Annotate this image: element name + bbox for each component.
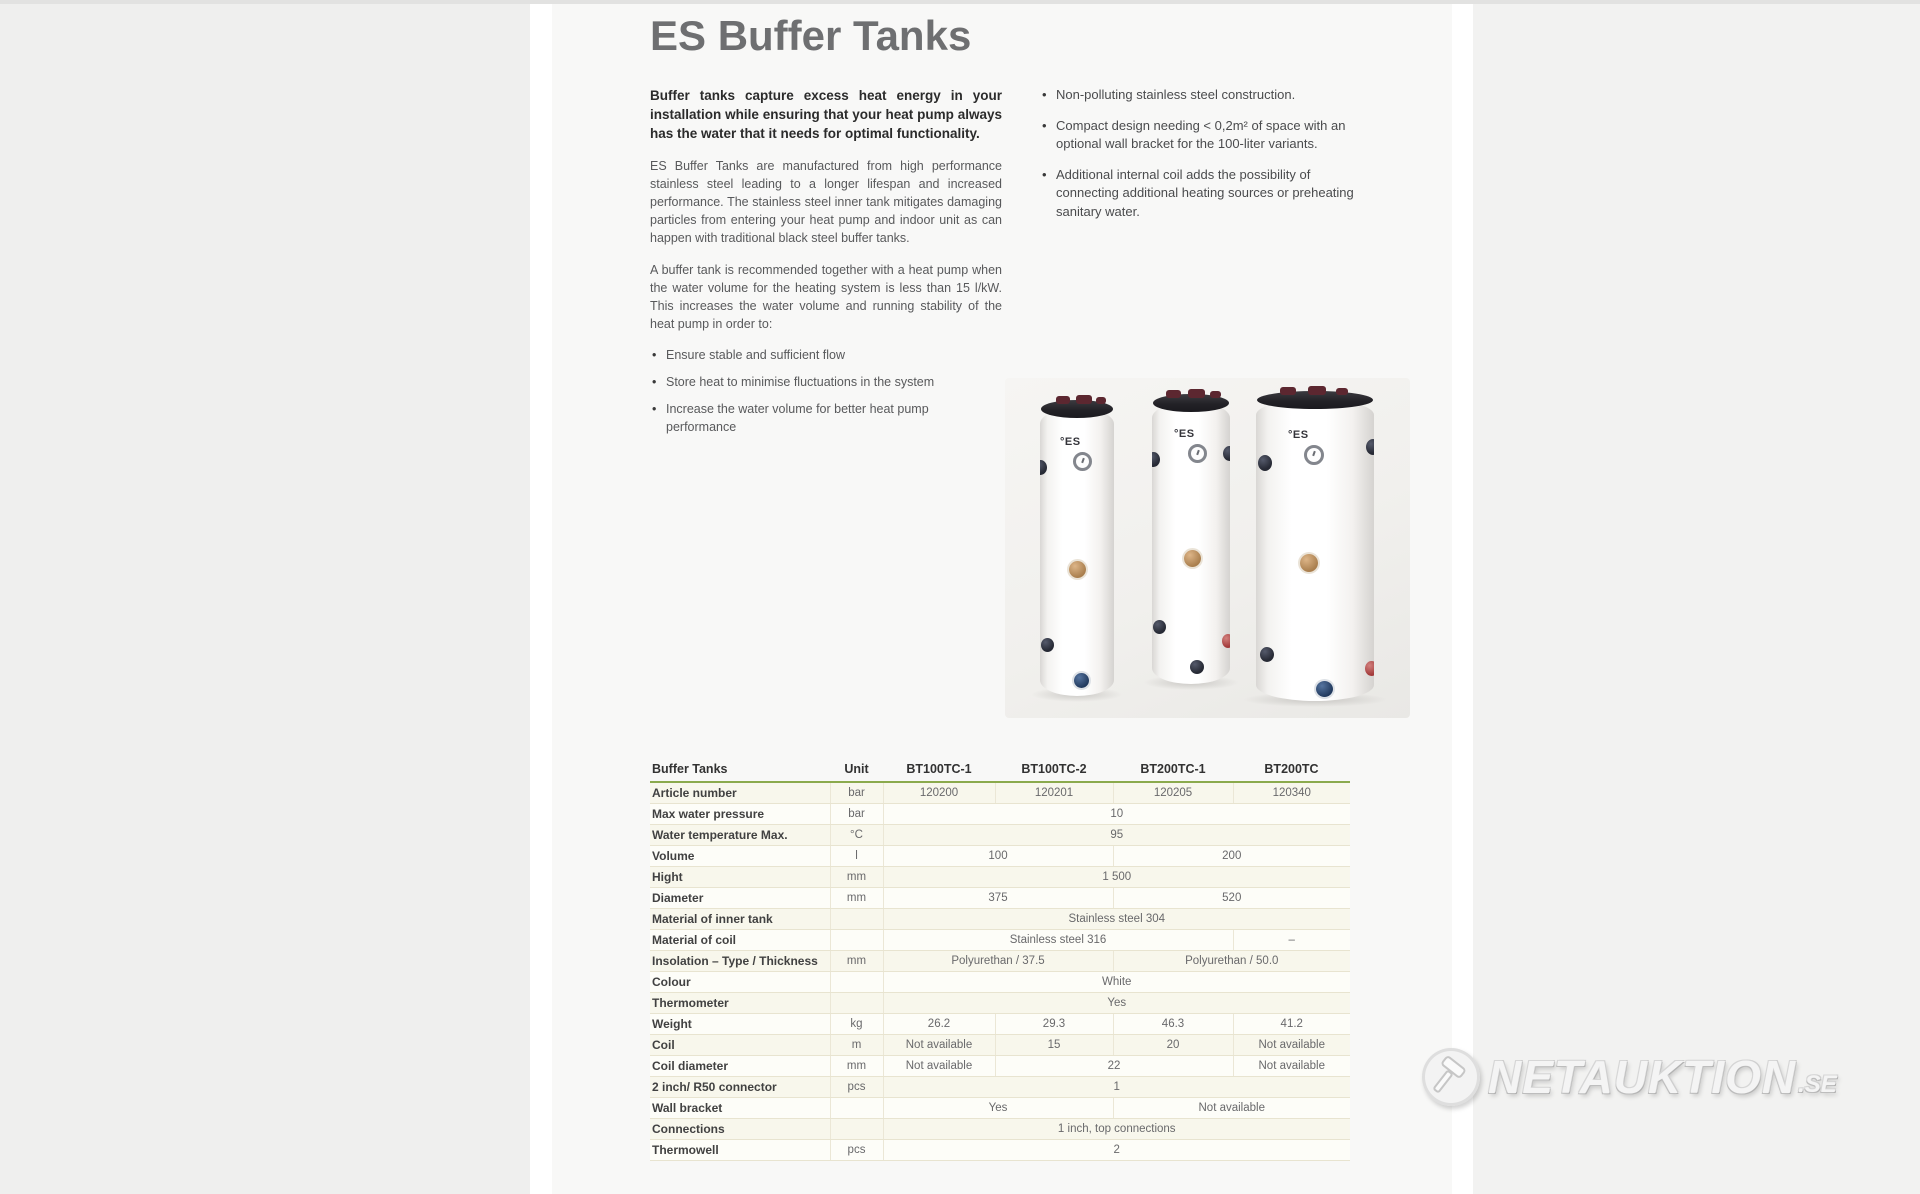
table-row [650, 866, 1350, 887]
table-header-row [650, 757, 1350, 782]
thermometer-icon [1304, 445, 1324, 465]
tank-port [1222, 634, 1230, 648]
row-value: 41.2 [1233, 1013, 1350, 1034]
row-unit: pcs [830, 1139, 883, 1160]
row-value: Stainless steel 316 [883, 929, 1233, 950]
tank-port [1190, 660, 1204, 674]
row-label: Thermometer [650, 992, 830, 1013]
bullet-item: • Additional internal coil adds the possibility of connecting additional heating sources or preheating sanitary water. [1040, 166, 1355, 222]
intro-paragraph: Buffer tanks capture excess heat energy in your installation while ensuring that your heat pump always has the water that it needs for optimal functionality. [650, 88, 1002, 141]
row-unit [830, 971, 883, 992]
row-label: Max water pressure [650, 803, 830, 824]
left-text-column [650, 86, 1002, 445]
table-row [650, 1034, 1350, 1055]
right-margin [1473, 0, 1920, 1194]
row-value: Not available [1113, 1097, 1350, 1118]
tank-body [1152, 402, 1230, 684]
bullet-item: • Non-polluting stainless steel construction. [1040, 86, 1355, 105]
row-value: 95 [883, 824, 1350, 845]
tank-port [1223, 446, 1230, 461]
row-unit: m [830, 1034, 883, 1055]
row-label: Article number [650, 782, 830, 803]
page-edge-right [1452, 0, 1473, 1194]
row-value: 10 [883, 803, 1350, 824]
row-value: 2 [883, 1139, 1350, 1160]
row-unit: °C [830, 824, 883, 845]
buffer-tank-illustration-small-1 [1040, 400, 1114, 696]
row-value: Yes [883, 1097, 1113, 1118]
body-paragraph-2: A buffer tank is recommended together with a heat pump when the water volume for the heating system is less than 15 l/kW. This increases the water volume and running stability of the heat pump in order to: [650, 263, 1002, 331]
row-value: 375 [883, 887, 1113, 908]
tank-body [1040, 408, 1114, 696]
tank-fitting [1280, 387, 1296, 395]
row-label: Water temperature Max. [650, 824, 830, 845]
row-label: Coil diameter [650, 1055, 830, 1076]
watermark-suffix-text: .SE [1798, 1071, 1837, 1098]
table-row [650, 992, 1350, 1013]
tank-port [1040, 460, 1047, 475]
row-value: Not available [1233, 1034, 1350, 1055]
page-title: ES Buffer Tanks [650, 12, 972, 59]
tank-port [1316, 681, 1333, 697]
table-row [650, 782, 1350, 803]
row-unit [830, 992, 883, 1013]
tank-fitting [1096, 397, 1106, 404]
tank-fitting [1188, 389, 1205, 398]
row-label: Hight [650, 866, 830, 887]
bullet-item: • Increase the water volume for better heat pump performance [650, 400, 1002, 436]
buffer-tank-illustration-large [1256, 391, 1374, 701]
row-unit: mm [830, 1055, 883, 1076]
right-text-column [1040, 86, 1355, 233]
table-header-cell: BT100TC-2 [995, 757, 1113, 782]
row-value: 120340 [1233, 782, 1350, 803]
row-unit: l [830, 845, 883, 866]
tank-port [1069, 561, 1086, 578]
table-row [650, 845, 1350, 866]
row-value: Polyurethan / 50.0 [1113, 950, 1350, 971]
table-row [650, 1013, 1350, 1034]
tank-fitting [1166, 390, 1181, 398]
row-unit: bar [830, 803, 883, 824]
row-label: 2 inch/ R50 connector [650, 1076, 830, 1097]
row-label: Diameter [650, 887, 830, 908]
row-unit [830, 929, 883, 950]
tank-fitting [1210, 391, 1221, 398]
row-unit [830, 1118, 883, 1139]
row-label: Insolation – Type / Thickness [650, 950, 830, 971]
tank-port [1074, 673, 1089, 688]
tank-fitting [1056, 396, 1070, 404]
top-divider [0, 0, 1920, 4]
row-unit [830, 908, 883, 929]
tank-port [1152, 452, 1160, 467]
table-row [650, 803, 1350, 824]
left-margin [0, 0, 530, 1194]
row-value: 1 [883, 1076, 1350, 1097]
brand-logo: °ES [1174, 428, 1195, 440]
watermark-brand-text: NETAUKTION [1488, 1051, 1797, 1103]
page-edge-left [530, 0, 552, 1194]
row-value: 46.3 [1113, 1013, 1233, 1034]
row-value: 520 [1113, 887, 1350, 908]
table-row [650, 887, 1350, 908]
tank-port [1300, 554, 1318, 572]
tank-port [1365, 661, 1374, 676]
table-row [650, 1097, 1350, 1118]
row-value: 120200 [883, 782, 995, 803]
row-value: 1 inch, top connections [883, 1118, 1350, 1139]
row-value: – [1233, 929, 1350, 950]
row-value: Polyurethan / 37.5 [883, 950, 1113, 971]
row-unit: pcs [830, 1076, 883, 1097]
table-row [650, 1055, 1350, 1076]
benefits-bullet-list [650, 346, 1002, 436]
row-value: Yes [883, 992, 1350, 1013]
table-header-cell: BT200TC [1233, 757, 1350, 782]
row-label: Connections [650, 1118, 830, 1139]
row-unit: mm [830, 866, 883, 887]
table-header-cell: Unit [830, 757, 883, 782]
row-value: 1 500 [883, 866, 1350, 887]
row-unit: bar [830, 782, 883, 803]
row-label: Coil [650, 1034, 830, 1055]
bullet-item: • Ensure stable and sufficient flow [650, 346, 1002, 364]
row-value: 26.2 [883, 1013, 995, 1034]
brand-logo: °ES [1060, 436, 1081, 448]
table-row [650, 1076, 1350, 1097]
row-value: 22 [995, 1055, 1233, 1076]
row-unit [830, 1097, 883, 1118]
row-value: White [883, 971, 1350, 992]
tank-port [1184, 550, 1201, 567]
buffer-tank-illustration-small-2 [1152, 394, 1230, 684]
row-label: Colour [650, 971, 830, 992]
gavel-icon [1422, 1048, 1480, 1106]
body-paragraph-1: ES Buffer Tanks are manufactured from high performance stainless steel leading to a longer lifespan and increased performance. The stainless steel inner tank mitigates damaging particles from entering your heat pump and indoor unit as can happen with traditional black steel buffer tanks. [650, 159, 1002, 245]
tank-fitting [1336, 388, 1348, 395]
row-value: 120201 [995, 782, 1113, 803]
row-unit: mm [830, 887, 883, 908]
table-row [650, 1139, 1350, 1160]
table-row [650, 908, 1350, 929]
row-label: Material of coil [650, 929, 830, 950]
thermometer-icon [1073, 452, 1092, 471]
tank-fitting [1076, 395, 1092, 404]
features-bullet-list [1040, 86, 1355, 221]
row-unit: mm [830, 950, 883, 971]
table-header-cell: BT200TC-1 [1113, 757, 1233, 782]
row-value: Not available [883, 1034, 995, 1055]
bullet-item: • Store heat to minimise fluctuations in the system [650, 373, 1002, 391]
tank-port [1366, 439, 1374, 455]
row-label: Wall bracket [650, 1097, 830, 1118]
row-value: 120205 [1113, 782, 1233, 803]
thermometer-icon [1188, 444, 1207, 463]
row-value: Not available [1233, 1055, 1350, 1076]
table-row [650, 950, 1350, 971]
bullet-item: • Compact design needing < 0,2m² of space with an optional wall bracket for the 100-liter variants. [1040, 117, 1355, 154]
row-label: Weight [650, 1013, 830, 1034]
tank-port [1153, 620, 1166, 634]
tank-port [1041, 638, 1054, 652]
row-value: Not available [883, 1055, 995, 1076]
tank-port [1258, 455, 1272, 471]
tank-port [1260, 647, 1274, 662]
table-row [650, 929, 1350, 950]
watermark-logo [1422, 1048, 1837, 1106]
row-label: Volume [650, 845, 830, 866]
tank-fitting [1308, 386, 1326, 395]
row-value: 20 [1113, 1034, 1233, 1055]
row-unit: kg [830, 1013, 883, 1034]
row-value: 29.3 [995, 1013, 1113, 1034]
row-value: Stainless steel 304 [883, 908, 1350, 929]
row-value: 200 [1113, 845, 1350, 866]
table-row [650, 824, 1350, 845]
table-row [650, 1118, 1350, 1139]
row-label: Material of inner tank [650, 908, 830, 929]
row-value: 15 [995, 1034, 1113, 1055]
table-header-cell: BT100TC-1 [883, 757, 995, 782]
brand-logo: °ES [1288, 429, 1309, 441]
row-value: 100 [883, 845, 1113, 866]
table-header-cell: Buffer Tanks [650, 757, 830, 782]
spec-table [650, 757, 1350, 1161]
row-label: Thermowell [650, 1139, 830, 1160]
table-row [650, 971, 1350, 992]
